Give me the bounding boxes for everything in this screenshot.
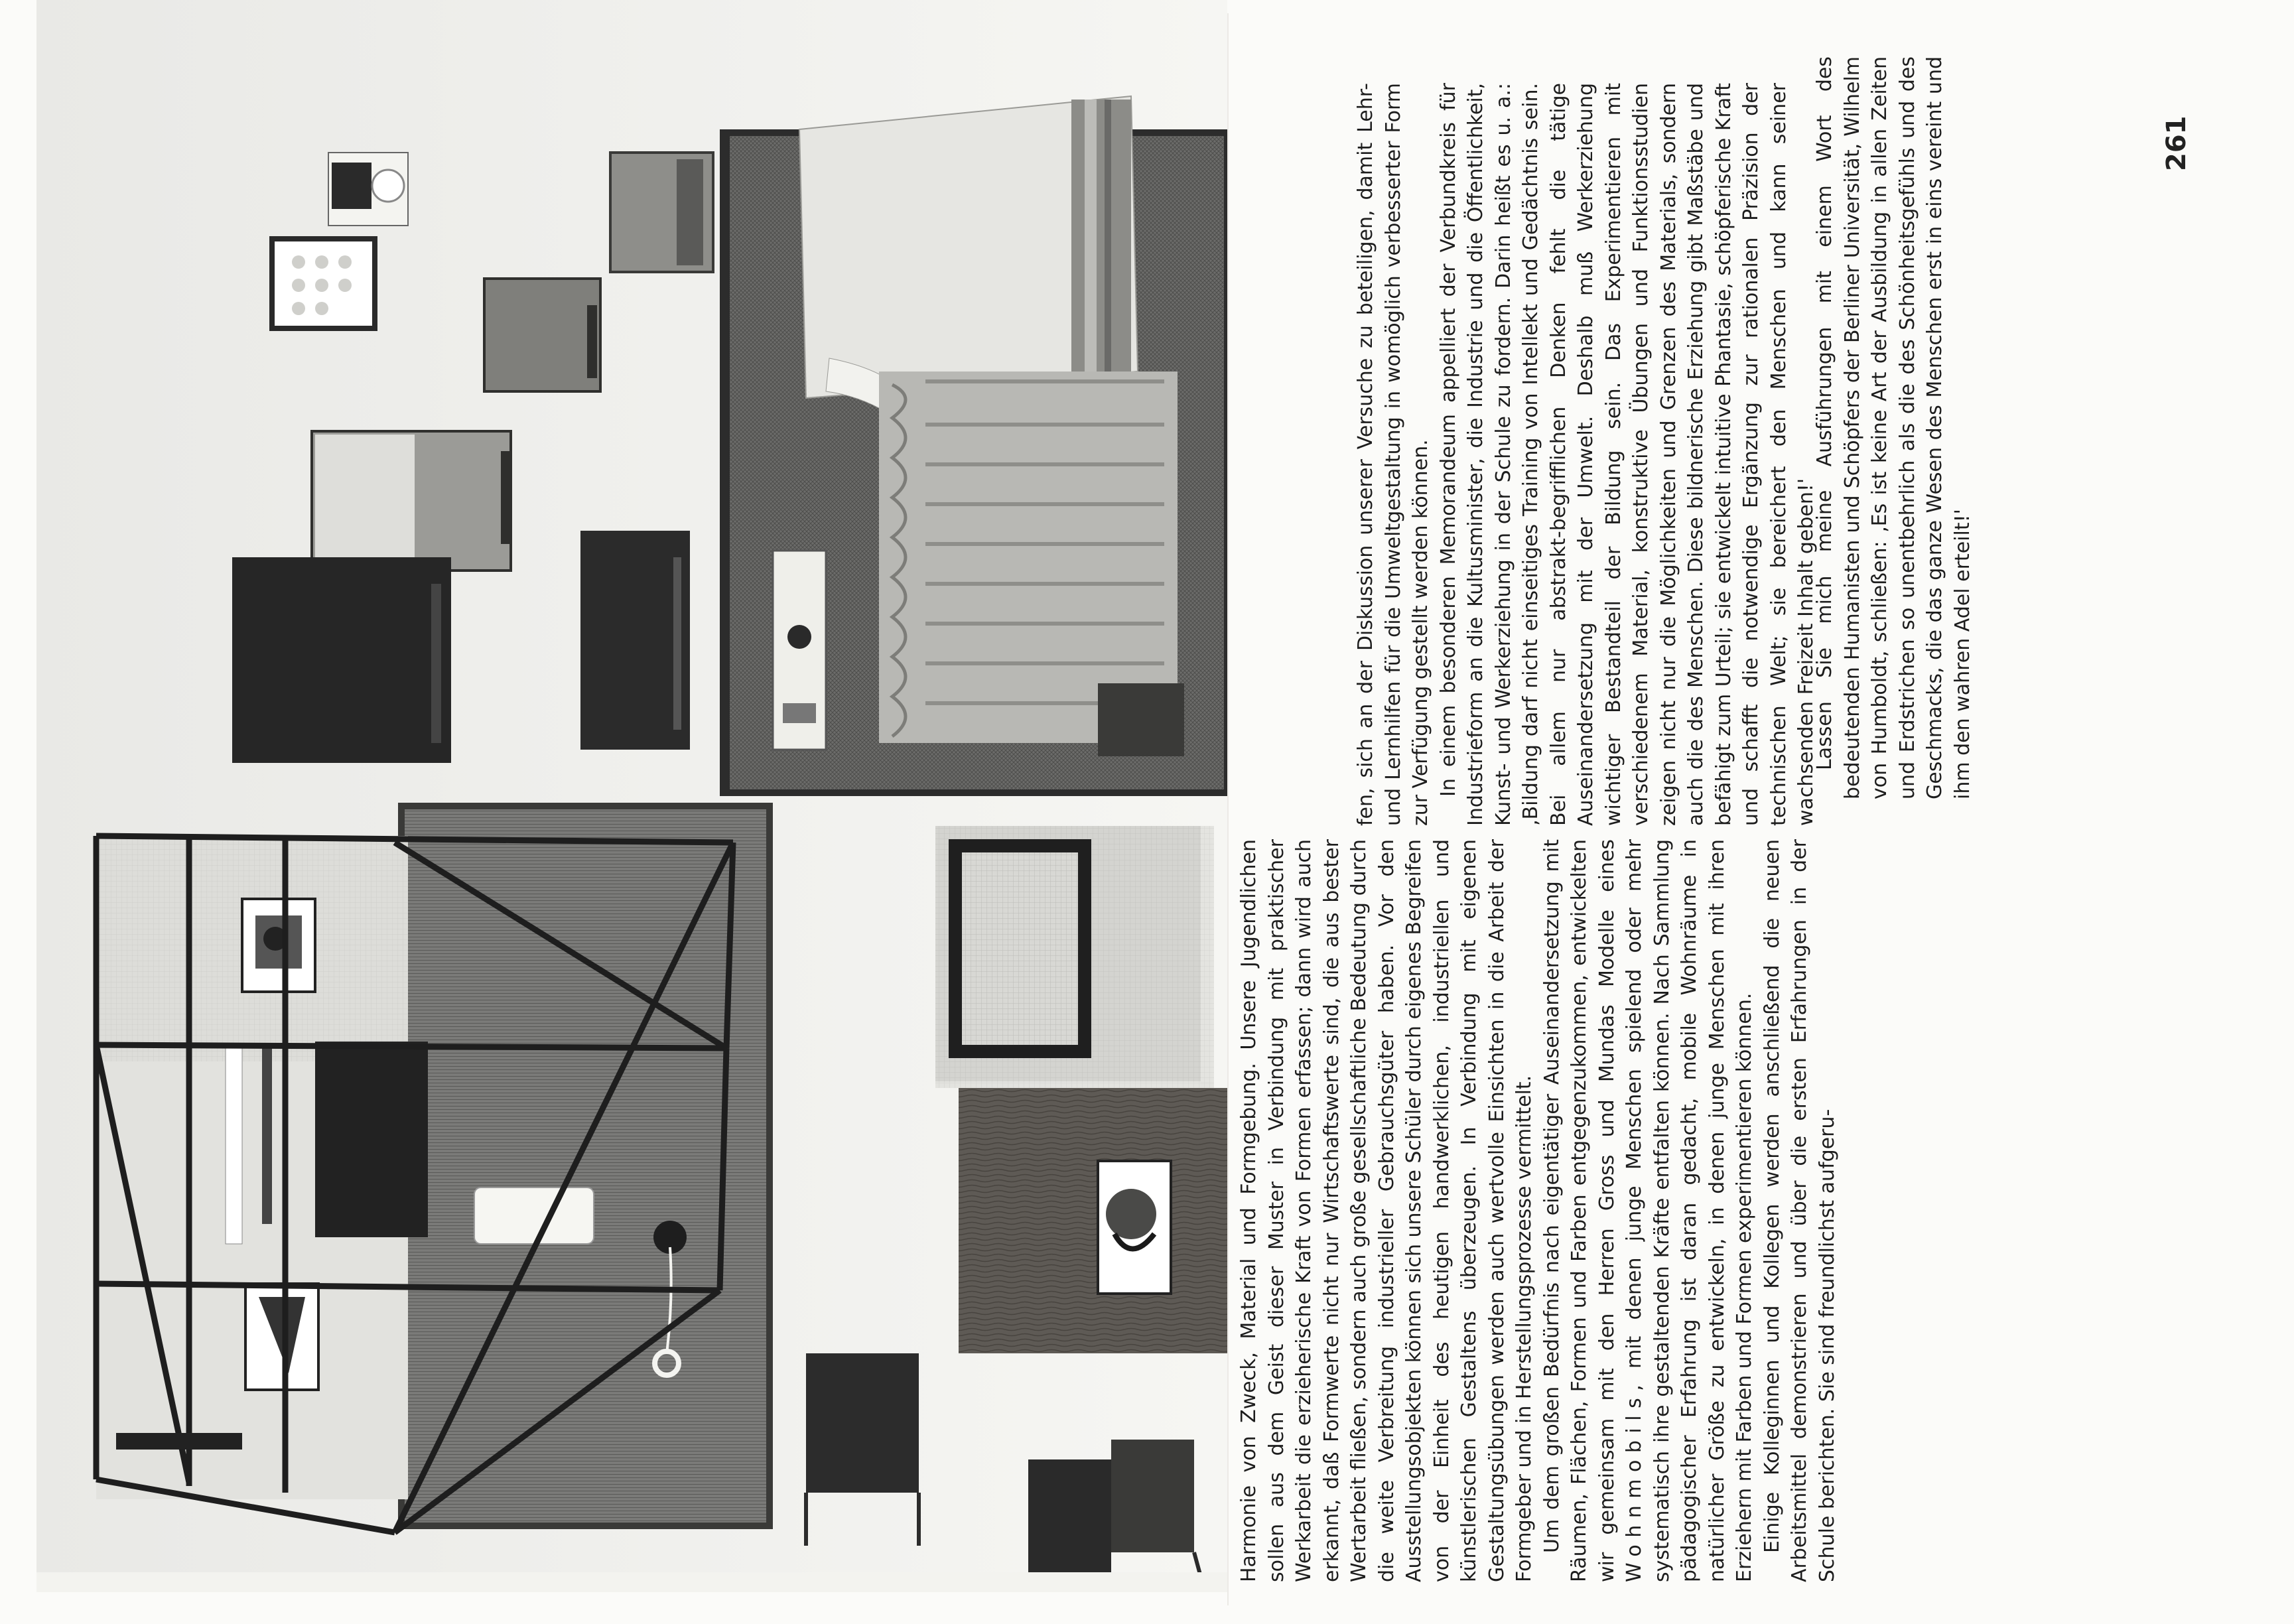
text-run: Harmonie von Zweck, Material und Formgebung. Unsere Jugendlichen sollen aus dem Geist dieser Muster in Verbindung mit praktischer Werkarbeit die erzieherische Kraft von Formen erfassen; dann wird auch erkannt, daß Formwerte nicht nur Wirtschaftswerte sind, die aus bester Wertarbeit fließen, sondern auch große gesellschaftliche Bedeutung durch die weite Verbreitung industrieller Gebrauchsgüter haben. Vor den Ausstellungsobjekten können sich unsere Schüler durch eigenes Begreifen von der Einheit des heutigen handwerklichen, industriellen und künstlerischen Gestaltens überzeugen. In Verbindung mit eigenen Gestaltungsübungen werden auch wertvolle Einsichten in die Arbeit der Formgeber und in Herstellungsprozesse vermittelt. <box>1237 839 1536 1582</box>
text-run: Um dem großen Bedürfnis nach eigentätiger Auseinandersetzung mit Räumen, Flächen, Formen und Farben entgegenzukommen, entwickelten wir gemeinsam mit den Herren Gross und Mundas Modelle eines <box>1540 839 1619 1582</box>
page-number: 261 <box>2161 115 2192 171</box>
text-run: fen, sich an der Diskussion unserer Versuche zu beteiligen, damit Lehr- und Lernhilfen für die Umweltgestaltung in womöglich verbesserter Form zur Verfügung gestellt werden können. <box>1354 83 1432 826</box>
sisal-panel-lower <box>96 803 773 1532</box>
paragraph <box>1759 839 1842 1582</box>
sisal-panel-upper <box>720 96 1227 796</box>
emphasized-term: Wohnmobils <box>1623 1390 1646 1582</box>
text-run: , mit denen junge Menschen spielend oder mehr systematisch ihre gestaltenden Kräfte entfalten können. Nach Sammlung pädagogischer Erfahrung ist daran gedacht, mobile Wohnräume in natürlicher Größe zu entwickeln, in denen junge Menschen mit ihren Erziehern mit Farben und Formen experimentieren können. <box>1623 839 1756 1582</box>
paragraph <box>1435 83 1820 826</box>
paragraph <box>1811 56 1976 799</box>
column-gutter <box>1227 13 1229 1605</box>
text-run: In einem besonderen Memorandeum appelliert der Verbundkreis für Industrieform an die Kultusminister, die Industrie und die Öffentlichkeit, Kunst- und Werkerziehung in der Schule zu fordern. Darin heißt es u. a.: ‚Bildung darf nicht einseitiges Training von Intellekt und Gedächtnis sein. Bei allem nur abstrakt-begrifflichen Denken fehlt die tätige Auseinandersetzung mit der Umwelt. Deshalb muß Werkerziehung wichtiger Bestandteil der Bildung sein. Das Experimentieren mit verschiedenem Material, konstruktive Übungen und Funktionsstudien zeigen nicht nur die Möglichkeiten und Grenzen des Materials, sondern auch die des Menschen. Diese bildnerische Erziehung gibt Maßstäbe und befähigt zum Urteil; sie entwickelt intuitive Phantasie, schöpferische Kraft und schafft die notwendige Ergänzung zur rationalen Präzision der technischen Welt; sie bereichert den Menschen und kann seiner wachsenden Freizeit Inhalt geben!' <box>1436 83 1818 826</box>
paragraph <box>1538 839 1759 1582</box>
text-column-left <box>1235 839 1841 1582</box>
exhibition-photograph <box>36 0 1227 1592</box>
photo-bottom-edge <box>36 1572 1227 1592</box>
text-column-middle <box>1352 83 1820 826</box>
text-run: Lassen Sie mich meine Ausführungen mit einem Wort des bedeutenden Humanisten und Schöpfers der Berliner Universität, Wilhelm von Humboldt, schließen: ‚Es ist keine Art der Ausbildung in allen Zeiten und Erdstrichen so unentbehrlich als die des Schönheitsgefühls und des Geschmacks, die das ganze Wesen des Menschen erst in eins vereint und ihm den wahren Adel erteilt!' <box>1813 56 1974 799</box>
paragraph <box>1235 839 1538 1582</box>
text-column-right <box>1811 56 1976 799</box>
paragraph <box>1352 83 1435 826</box>
text-run: Einige Kolleginnen und Kollegen werden anschließend die neuen Arbeitsmittel demonstrieren und über die ersten Erfahrungen in der Schule berichten. Sie sind freundlichst aufgeru- <box>1760 839 1839 1582</box>
